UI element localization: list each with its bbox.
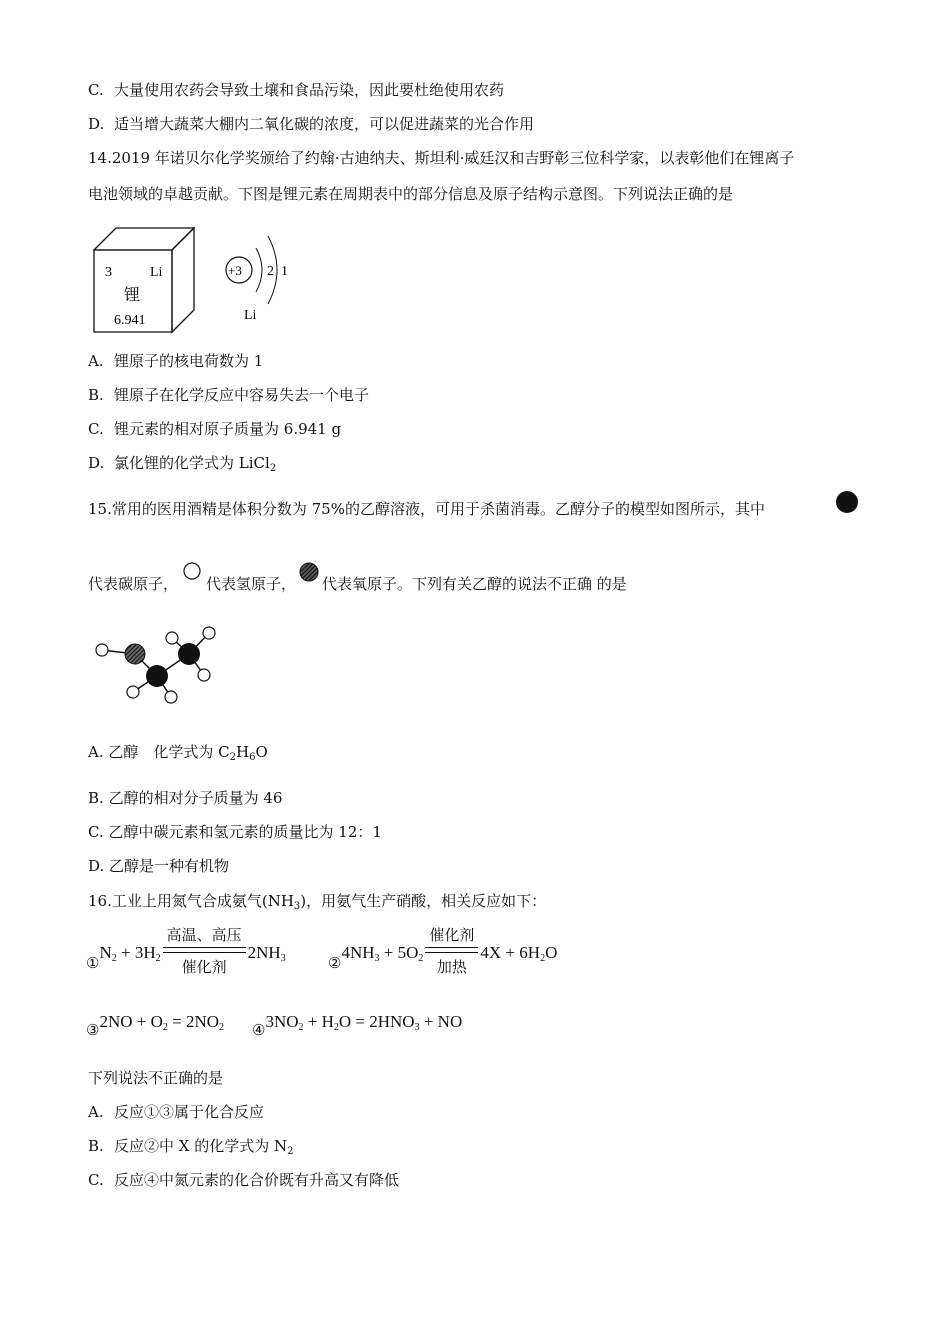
hydrogen-atom	[198, 669, 210, 681]
carbon-atom	[146, 665, 168, 687]
option-text: 乙醇的相对分子质量为 46	[108, 789, 283, 807]
q15-option-d	[88, 856, 229, 876]
carbon-atom	[178, 643, 200, 665]
option-text: 乙醇是一种有机物	[109, 857, 230, 875]
formula-end: O	[255, 743, 268, 761]
reaction-4: $④3NO_2 + H_2O = 2HNO_3$ + NO	[252, 1012, 463, 1039]
hydrogen-atom	[203, 627, 215, 639]
q14-option-d	[88, 453, 276, 473]
condition-top: 高温、高压	[163, 924, 246, 948]
shell1-electrons: 2	[267, 264, 274, 279]
option-text: 大量使用农药会导致土壤和食品污染，因此要杜绝使用农药	[114, 81, 505, 99]
option-label: C.	[88, 81, 104, 99]
q15-option-c	[88, 822, 382, 842]
option-label: B.	[88, 386, 104, 404]
ethanol-molecule-model	[88, 620, 228, 710]
option-text: 乙醇 化学式为 C	[108, 743, 230, 761]
option-label: B.	[88, 789, 104, 807]
carbon-atom-icon	[834, 489, 860, 515]
reaction-condition	[425, 924, 478, 977]
nucleus-charge: +3	[228, 263, 242, 278]
electron-shell-1	[256, 248, 262, 292]
hydrogen-atom	[127, 686, 139, 698]
condition-bottom: 催化剂	[181, 960, 227, 976]
reaction-number: ③	[86, 1023, 100, 1039]
q15-stem-line1: 15.常用的医用酒精是体积分数为 75%的乙醇溶液，可用于杀菌消毒。乙醇分子的模型如图所示，其中	[88, 500, 765, 518]
subscript: 6	[249, 752, 256, 763]
reaction-2: $②4NH_3 + 5O_2$ $\frac{\text{催化剂}}{\text{加热}}$ $4X + 6H_2O$	[328, 924, 557, 977]
stem-part-c: 代表氧原子。下列有关乙醇的说法不正确 的是	[322, 575, 627, 593]
q13-option-c	[88, 80, 504, 100]
hydrogen-atom-icon	[178, 575, 206, 589]
option-label: A.	[88, 352, 104, 370]
option-text: 锂原子在化学反应中容易失去一个电子	[114, 386, 370, 404]
shell2-electrons: 1	[281, 264, 288, 279]
subscript: 2	[269, 463, 277, 474]
q14-figure	[88, 222, 308, 338]
atom-label: Li	[244, 308, 257, 323]
reaction-number: ②	[328, 956, 342, 973]
hydrogen-atom	[165, 691, 177, 703]
stem-part-a: 代表碳原子，	[88, 575, 179, 593]
reaction-condition	[163, 924, 246, 977]
q14-option-b	[88, 385, 369, 405]
q16-option-c	[88, 1170, 399, 1190]
q15-option-b	[88, 788, 282, 808]
q16-option-a	[88, 1102, 264, 1122]
option-label: B.	[88, 1137, 104, 1155]
q14-option-a	[88, 351, 263, 371]
stem-part-a: 16.工业上用氮气合成氨气(NH	[88, 892, 294, 910]
q16-prompt: 下列说法不正确的是	[88, 1069, 224, 1087]
option-text: 适当增大蔬菜大棚内二氧化碳的浓度，可以促进蔬菜的光合作用	[114, 115, 535, 133]
option-label: D.	[88, 857, 105, 875]
option-label: A.	[88, 1103, 104, 1121]
hydrogen-atom	[96, 644, 108, 656]
oxygen-atom	[125, 644, 145, 664]
element-mass: 6.941	[114, 313, 146, 328]
q14-stem-line2: 电池领域的卓越贡献。下图是锂元素在周期表中的部分信息及原子结构示意图。下列说法正确的是	[88, 185, 734, 203]
q16-option-b	[88, 1136, 293, 1156]
q13-option-d	[88, 114, 534, 134]
option-text: 反应④中氮元素的化合价既有升高又有降低	[114, 1171, 400, 1189]
q15-stem-line2	[88, 574, 627, 594]
reaction-number: ①	[86, 956, 100, 973]
hydrogen-atom	[166, 632, 178, 644]
option-text: 氯化锂的化学式为 LiCl	[114, 454, 270, 472]
option-text: 反应②中 X 的化学式为 N	[114, 1137, 288, 1155]
element-name: 锂	[124, 287, 141, 304]
subscript: 3	[293, 901, 301, 912]
subscript: 2	[287, 1146, 294, 1157]
stem-part-b: 代表氢原子，	[206, 575, 297, 593]
option-text: 反应①③属于化合反应	[114, 1103, 265, 1121]
element-symbol: Li	[150, 265, 163, 280]
option-text: 锂元素的相对原子质量为 6.941 g	[114, 420, 342, 438]
q15-option-a	[88, 742, 268, 762]
q14-option-c	[88, 419, 341, 439]
subscript: 2	[229, 752, 237, 763]
option-label: D.	[88, 454, 105, 472]
reaction-number: ④	[252, 1023, 266, 1039]
option-label: C.	[88, 1171, 104, 1189]
formula-mid: H	[236, 743, 250, 761]
stem-part-b: )，用氨气生产硝酸，相关反应如下：	[300, 892, 547, 910]
option-label: C.	[88, 420, 104, 438]
option-text: 锂原子的核电荷数为 1	[114, 352, 264, 370]
q16-stem	[88, 891, 546, 911]
option-label: A.	[88, 743, 104, 761]
option-label: D.	[88, 115, 105, 133]
reaction-1: $①N_2 + 3H_2$ $\frac{\text{高温、高压}}{\text{催化剂}}$ $2NH_3$	[86, 924, 286, 977]
reaction-3: ③2NO + $O_2 = 2NO_2$	[86, 1012, 225, 1039]
option-label: C.	[88, 823, 104, 841]
condition-top: 催化剂	[425, 924, 478, 948]
element-atomic-number: 3	[105, 265, 112, 280]
q14-stem-line1: 14.2019 年诺贝尔化学奖颁给了约翰·古迪纳夫、斯坦利·威廷汉和吉野彰三位科学家，以表彰他们在锂离子	[88, 149, 795, 167]
oxygen-atom-icon	[296, 575, 322, 589]
condition-bottom: 加热	[436, 960, 467, 976]
option-text: 乙醇中碳元素和氢元素的质量比为 12：1	[108, 823, 382, 841]
